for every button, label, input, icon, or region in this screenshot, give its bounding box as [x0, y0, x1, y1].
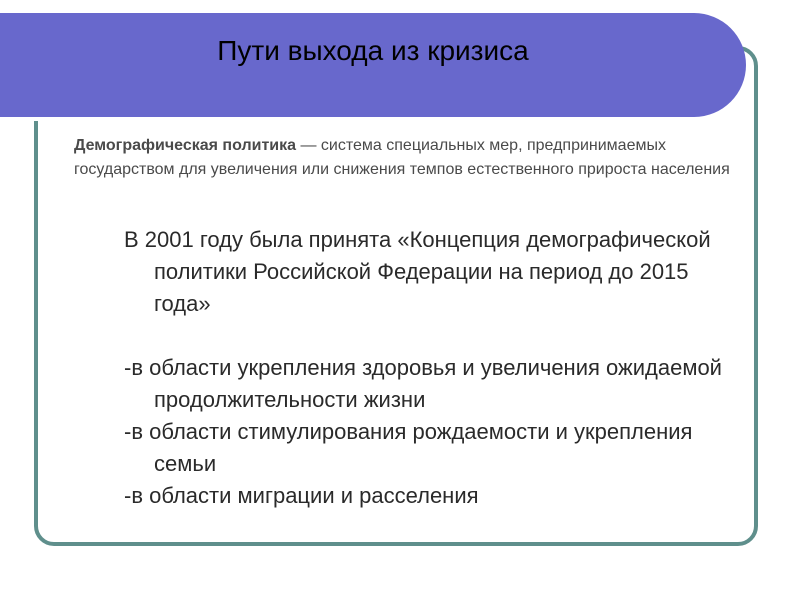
- banner-underline: [0, 117, 706, 121]
- slide-title: Пути выхода из кризиса: [217, 35, 529, 66]
- list-item-birthrate: -в области стимулирования рождаемости и укрепления семьи: [124, 419, 693, 476]
- list-item-health: -в области укрепления здоровья и увеличения ожидаемой продолжительности жизни: [124, 355, 722, 412]
- definition-text: — система специальных мер, предпринимаемых государством для увеличения или снижения темпов естественного прироста населения: [74, 137, 730, 178]
- definition-term: Демографическая политика: [74, 137, 297, 154]
- intro-paragraph: В 2001 году была принята «Концепция демографической политики Российской Федерации на период до 2015 года»: [124, 227, 711, 316]
- main-content: [124, 224, 744, 512]
- list-item-migration: -в области миграции и расселения: [124, 483, 479, 508]
- paragraph-gap: [124, 320, 744, 352]
- definition: [74, 134, 754, 182]
- title-banner: [0, 13, 746, 117]
